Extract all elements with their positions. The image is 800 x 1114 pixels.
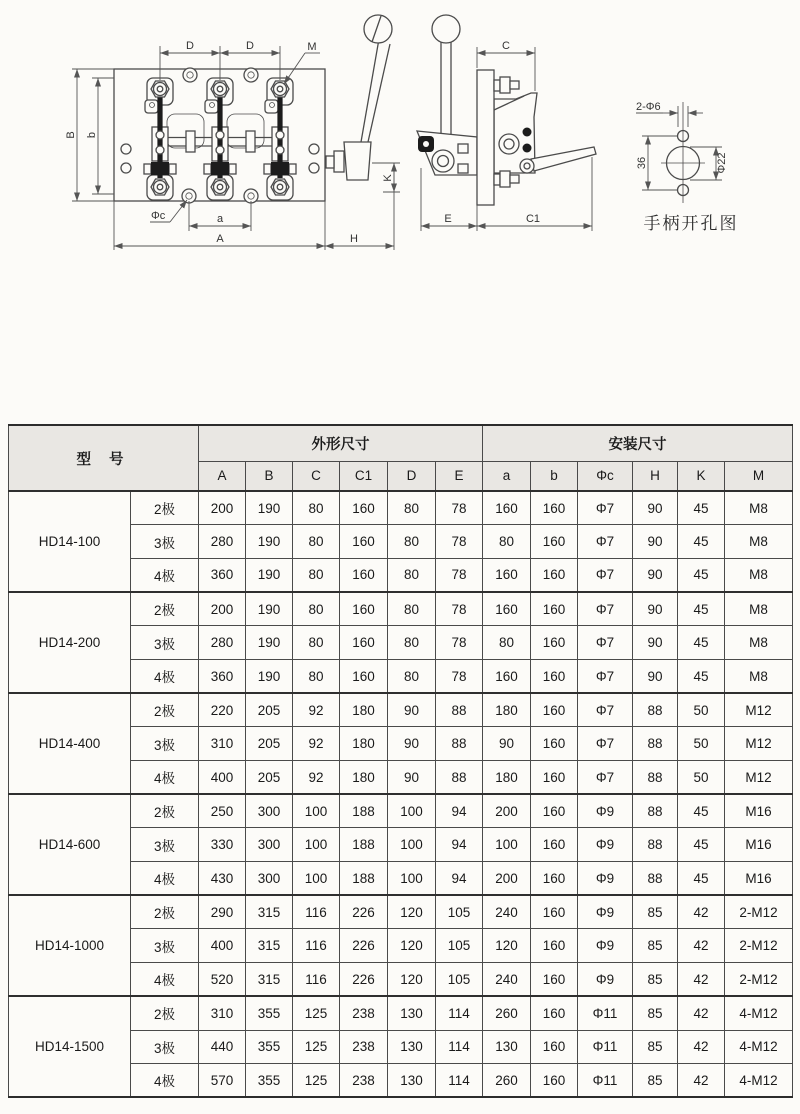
value-cell: 226: [340, 895, 388, 929]
value-cell: 100: [388, 862, 436, 896]
value-cell: 88: [633, 794, 678, 828]
value-cell: 80: [293, 626, 340, 660]
value-cell: 300: [246, 862, 293, 896]
value-cell: 160: [531, 727, 578, 761]
value-cell: M8: [725, 592, 793, 626]
value-cell: 190: [246, 525, 293, 559]
value-cell: 260: [483, 1064, 531, 1098]
front-view: [65, 15, 400, 250]
value-cell: 400: [199, 761, 246, 795]
dim-label-phi-c: Φc: [151, 210, 166, 222]
value-cell: 330: [199, 828, 246, 862]
col-header-H: H: [633, 461, 678, 491]
value-cell: 88: [436, 693, 483, 727]
value-cell: 160: [531, 1030, 578, 1064]
value-cell: 90: [483, 727, 531, 761]
value-cell: 355: [246, 1030, 293, 1064]
value-cell: 520: [199, 963, 246, 997]
dim-label-a-big: A: [216, 233, 224, 245]
value-cell: 130: [388, 996, 436, 1030]
value-cell: 94: [436, 794, 483, 828]
model-cell: HD14-100: [9, 491, 131, 592]
value-cell: 125: [293, 996, 340, 1030]
handle-hole-caption: 手柄开孔图: [643, 214, 739, 233]
value-cell: 114: [436, 996, 483, 1030]
value-cell: 80: [388, 558, 436, 592]
dim-label-h: H: [350, 233, 358, 245]
value-cell: 92: [293, 727, 340, 761]
value-cell: 90: [633, 558, 678, 592]
value-cell: 50: [678, 761, 725, 795]
dim-label-b-outer: B: [65, 131, 77, 139]
value-cell: 190: [246, 626, 293, 660]
value-cell: 125: [293, 1030, 340, 1064]
table-row: [9, 491, 793, 525]
value-cell: 300: [246, 794, 293, 828]
value-cell: 120: [388, 963, 436, 997]
value-cell: 200: [199, 491, 246, 525]
value-cell: 190: [246, 592, 293, 626]
col-header-D: D: [388, 461, 436, 491]
pole-cell: 4极: [131, 761, 199, 795]
value-cell: 88: [633, 727, 678, 761]
value-cell: 114: [436, 1030, 483, 1064]
value-cell: 90: [388, 727, 436, 761]
spec-table: [8, 424, 793, 1098]
value-cell: 188: [340, 794, 388, 828]
value-cell: M12: [725, 761, 793, 795]
value-cell: 130: [388, 1030, 436, 1064]
value-cell: 45: [678, 491, 725, 525]
value-cell: 180: [483, 761, 531, 795]
col-header-model: 型 号: [9, 425, 199, 491]
value-cell: 88: [633, 693, 678, 727]
value-cell: 260: [483, 996, 531, 1030]
value-cell: 160: [531, 929, 578, 963]
table-row: [9, 895, 793, 929]
value-cell: 240: [483, 963, 531, 997]
value-cell: 90: [633, 626, 678, 660]
value-cell: Φ7: [578, 761, 633, 795]
dim-label-holes: 2-Φ6: [636, 101, 661, 113]
value-cell: 315: [246, 895, 293, 929]
value-cell: Φ11: [578, 1064, 633, 1098]
value-cell: 90: [633, 525, 678, 559]
value-cell: 2-M12: [725, 929, 793, 963]
value-cell: 4-M12: [725, 1064, 793, 1098]
value-cell: 100: [388, 794, 436, 828]
col-header-A: A: [199, 461, 246, 491]
pole-cell: 4极: [131, 963, 199, 997]
value-cell: 120: [388, 895, 436, 929]
value-cell: 200: [483, 794, 531, 828]
value-cell: 4-M12: [725, 996, 793, 1030]
value-cell: 116: [293, 895, 340, 929]
value-cell: 160: [531, 525, 578, 559]
value-cell: 42: [678, 1030, 725, 1064]
value-cell: 90: [633, 659, 678, 693]
dim-label-d1: D: [186, 40, 194, 52]
spec-table-body: [9, 491, 793, 1097]
technical-drawing: [0, 0, 800, 300]
value-cell: 300: [246, 828, 293, 862]
value-cell: 80: [388, 659, 436, 693]
value-cell: Φ7: [578, 525, 633, 559]
value-cell: 180: [483, 693, 531, 727]
value-cell: 238: [340, 1064, 388, 1098]
pole-cell: 3极: [131, 727, 199, 761]
value-cell: 116: [293, 963, 340, 997]
pole-cell: 2极: [131, 996, 199, 1030]
value-cell: 160: [340, 491, 388, 525]
value-cell: M8: [725, 491, 793, 525]
col-header-C: C: [293, 461, 340, 491]
value-cell: 45: [678, 558, 725, 592]
value-cell: 85: [633, 1064, 678, 1098]
dim-label-b-inner: b: [86, 131, 98, 139]
value-cell: 78: [436, 592, 483, 626]
value-cell: 88: [633, 828, 678, 862]
value-cell: 4-M12: [725, 1030, 793, 1064]
value-cell: 160: [531, 963, 578, 997]
value-cell: Φ9: [578, 828, 633, 862]
value-cell: 42: [678, 996, 725, 1030]
value-cell: 226: [340, 963, 388, 997]
value-cell: 200: [483, 862, 531, 896]
value-cell: 45: [678, 862, 725, 896]
value-cell: 100: [293, 794, 340, 828]
value-cell: 190: [246, 659, 293, 693]
value-cell: Φ9: [578, 794, 633, 828]
value-cell: 160: [340, 558, 388, 592]
value-cell: 125: [293, 1064, 340, 1098]
value-cell: 42: [678, 895, 725, 929]
value-cell: Φ7: [578, 558, 633, 592]
value-cell: 80: [388, 592, 436, 626]
value-cell: 85: [633, 895, 678, 929]
value-cell: 570: [199, 1064, 246, 1098]
model-cell: HD14-1000: [9, 895, 131, 996]
handle-hole-view: [636, 101, 739, 233]
value-cell: 100: [483, 828, 531, 862]
value-cell: 100: [293, 828, 340, 862]
value-cell: 100: [293, 862, 340, 896]
value-cell: 250: [199, 794, 246, 828]
table-row: [9, 996, 793, 1030]
value-cell: 190: [246, 558, 293, 592]
pole-cell: 2极: [131, 794, 199, 828]
value-cell: 180: [340, 693, 388, 727]
value-cell: 80: [388, 491, 436, 525]
value-cell: 440: [199, 1030, 246, 1064]
value-cell: 90: [633, 491, 678, 525]
col-header-outline: 外形尺寸: [199, 425, 483, 461]
value-cell: 160: [531, 693, 578, 727]
value-cell: 310: [199, 996, 246, 1030]
value-cell: Φ7: [578, 592, 633, 626]
value-cell: 160: [483, 558, 531, 592]
value-cell: 92: [293, 761, 340, 795]
value-cell: 94: [436, 862, 483, 896]
value-cell: 114: [436, 1064, 483, 1098]
value-cell: 160: [531, 558, 578, 592]
col-header-a: a: [483, 461, 531, 491]
value-cell: M12: [725, 693, 793, 727]
pole-cell: 3极: [131, 626, 199, 660]
value-cell: 90: [388, 761, 436, 795]
col-header-C1: C1: [340, 461, 388, 491]
value-cell: 90: [633, 592, 678, 626]
value-cell: 80: [293, 525, 340, 559]
value-cell: M12: [725, 727, 793, 761]
value-cell: 78: [436, 626, 483, 660]
model-cell: HD14-600: [9, 794, 131, 895]
value-cell: 85: [633, 996, 678, 1030]
pole-cell: 3极: [131, 525, 199, 559]
col-header-phi-c: Φc: [578, 461, 633, 491]
value-cell: M16: [725, 828, 793, 862]
value-cell: 190: [246, 491, 293, 525]
value-cell: 290: [199, 895, 246, 929]
dim-label-c: C: [502, 40, 510, 52]
pole-cell: 4极: [131, 558, 199, 592]
value-cell: Φ9: [578, 963, 633, 997]
value-cell: 80: [483, 626, 531, 660]
value-cell: 45: [678, 828, 725, 862]
value-cell: 355: [246, 996, 293, 1030]
value-cell: 2-M12: [725, 963, 793, 997]
value-cell: 360: [199, 659, 246, 693]
value-cell: 85: [633, 929, 678, 963]
value-cell: 45: [678, 794, 725, 828]
value-cell: 310: [199, 727, 246, 761]
value-cell: M16: [725, 862, 793, 896]
value-cell: 88: [436, 727, 483, 761]
value-cell: 160: [531, 828, 578, 862]
value-cell: 180: [340, 761, 388, 795]
pole-cell: 4极: [131, 862, 199, 896]
value-cell: 94: [436, 828, 483, 862]
model-cell: HD14-200: [9, 592, 131, 693]
value-cell: 160: [531, 895, 578, 929]
value-cell: 180: [340, 727, 388, 761]
value-cell: Φ7: [578, 491, 633, 525]
dim-label-spacing: 36: [636, 156, 648, 170]
value-cell: 130: [483, 1030, 531, 1064]
value-cell: 160: [340, 592, 388, 626]
value-cell: 160: [483, 491, 531, 525]
table-row: [9, 794, 793, 828]
value-cell: M16: [725, 794, 793, 828]
value-cell: 160: [531, 592, 578, 626]
value-cell: 188: [340, 862, 388, 896]
pole-cell: 3极: [131, 828, 199, 862]
pole-cell: 2极: [131, 693, 199, 727]
dim-label-m: M: [307, 41, 317, 53]
value-cell: 205: [246, 727, 293, 761]
pole-cell: 2极: [131, 592, 199, 626]
value-cell: 80: [293, 558, 340, 592]
value-cell: 430: [199, 862, 246, 896]
value-cell: 42: [678, 929, 725, 963]
value-cell: 315: [246, 963, 293, 997]
value-cell: 42: [678, 963, 725, 997]
value-cell: 78: [436, 491, 483, 525]
value-cell: 90: [388, 693, 436, 727]
dim-label-diameter: Φ22: [716, 152, 728, 174]
value-cell: 160: [531, 659, 578, 693]
value-cell: 120: [388, 929, 436, 963]
value-cell: 92: [293, 693, 340, 727]
value-cell: 78: [436, 659, 483, 693]
col-header-M: M: [725, 461, 793, 491]
value-cell: 205: [246, 693, 293, 727]
dim-label-a-small: a: [216, 213, 224, 225]
value-cell: 78: [436, 525, 483, 559]
value-cell: 85: [633, 963, 678, 997]
pole-cell: 4极: [131, 1064, 199, 1098]
value-cell: Φ7: [578, 659, 633, 693]
pole-cell: 2极: [131, 491, 199, 525]
side-view: [417, 15, 596, 231]
value-cell: 160: [531, 761, 578, 795]
pole-cell: 2极: [131, 895, 199, 929]
value-cell: 45: [678, 592, 725, 626]
value-cell: 205: [246, 761, 293, 795]
value-cell: M8: [725, 626, 793, 660]
value-cell: 80: [293, 592, 340, 626]
value-cell: Φ9: [578, 895, 633, 929]
value-cell: 45: [678, 626, 725, 660]
value-cell: 238: [340, 1030, 388, 1064]
value-cell: 160: [483, 659, 531, 693]
value-cell: 280: [199, 626, 246, 660]
value-cell: 80: [483, 525, 531, 559]
value-cell: 200: [199, 592, 246, 626]
value-cell: M8: [725, 525, 793, 559]
value-cell: 160: [531, 862, 578, 896]
pole-cell: 3极: [131, 929, 199, 963]
value-cell: 88: [436, 761, 483, 795]
col-header-B: B: [246, 461, 293, 491]
value-cell: 280: [199, 525, 246, 559]
value-cell: 160: [483, 592, 531, 626]
value-cell: 240: [483, 895, 531, 929]
col-header-E: E: [436, 461, 483, 491]
pole-cell: 3极: [131, 1030, 199, 1064]
col-header-b: b: [531, 461, 578, 491]
value-cell: 45: [678, 659, 725, 693]
value-cell: Φ11: [578, 1030, 633, 1064]
value-cell: Φ9: [578, 862, 633, 896]
table-row: [9, 592, 793, 626]
value-cell: Φ7: [578, 626, 633, 660]
value-cell: 160: [531, 996, 578, 1030]
value-cell: 160: [531, 1064, 578, 1098]
pole-cell: 4极: [131, 659, 199, 693]
value-cell: Φ9: [578, 929, 633, 963]
value-cell: 120: [483, 929, 531, 963]
value-cell: 50: [678, 727, 725, 761]
value-cell: M8: [725, 558, 793, 592]
dim-label-e: E: [444, 213, 452, 225]
value-cell: 50: [678, 693, 725, 727]
value-cell: 78: [436, 558, 483, 592]
value-cell: 100: [388, 828, 436, 862]
dim-label-k: K: [382, 174, 394, 182]
value-cell: 45: [678, 525, 725, 559]
value-cell: 315: [246, 929, 293, 963]
value-cell: 88: [633, 761, 678, 795]
value-cell: 105: [436, 929, 483, 963]
value-cell: 238: [340, 996, 388, 1030]
model-cell: HD14-400: [9, 693, 131, 794]
table-row: [9, 693, 793, 727]
value-cell: 220: [199, 693, 246, 727]
value-cell: 88: [633, 862, 678, 896]
value-cell: 80: [293, 491, 340, 525]
value-cell: Φ11: [578, 996, 633, 1030]
value-cell: 130: [388, 1064, 436, 1098]
value-cell: 160: [340, 525, 388, 559]
value-cell: Φ7: [578, 693, 633, 727]
value-cell: 42: [678, 1064, 725, 1098]
col-header-install: 安装尺寸: [483, 425, 793, 461]
value-cell: M8: [725, 659, 793, 693]
value-cell: 355: [246, 1064, 293, 1098]
dim-label-d2: D: [246, 40, 254, 52]
value-cell: 400: [199, 929, 246, 963]
value-cell: 85: [633, 1030, 678, 1064]
value-cell: 105: [436, 963, 483, 997]
value-cell: Φ7: [578, 727, 633, 761]
value-cell: 160: [531, 794, 578, 828]
value-cell: 2-M12: [725, 895, 793, 929]
col-header-K: K: [678, 461, 725, 491]
value-cell: 80: [388, 626, 436, 660]
value-cell: 80: [388, 525, 436, 559]
value-cell: 80: [293, 659, 340, 693]
dim-label-c1: C1: [525, 213, 541, 225]
value-cell: 188: [340, 828, 388, 862]
value-cell: 226: [340, 929, 388, 963]
model-cell: HD14-1500: [9, 996, 131, 1097]
value-cell: 360: [199, 558, 246, 592]
value-cell: 160: [531, 626, 578, 660]
value-cell: 160: [531, 491, 578, 525]
value-cell: 160: [340, 659, 388, 693]
value-cell: 116: [293, 929, 340, 963]
value-cell: 105: [436, 895, 483, 929]
value-cell: 160: [340, 626, 388, 660]
